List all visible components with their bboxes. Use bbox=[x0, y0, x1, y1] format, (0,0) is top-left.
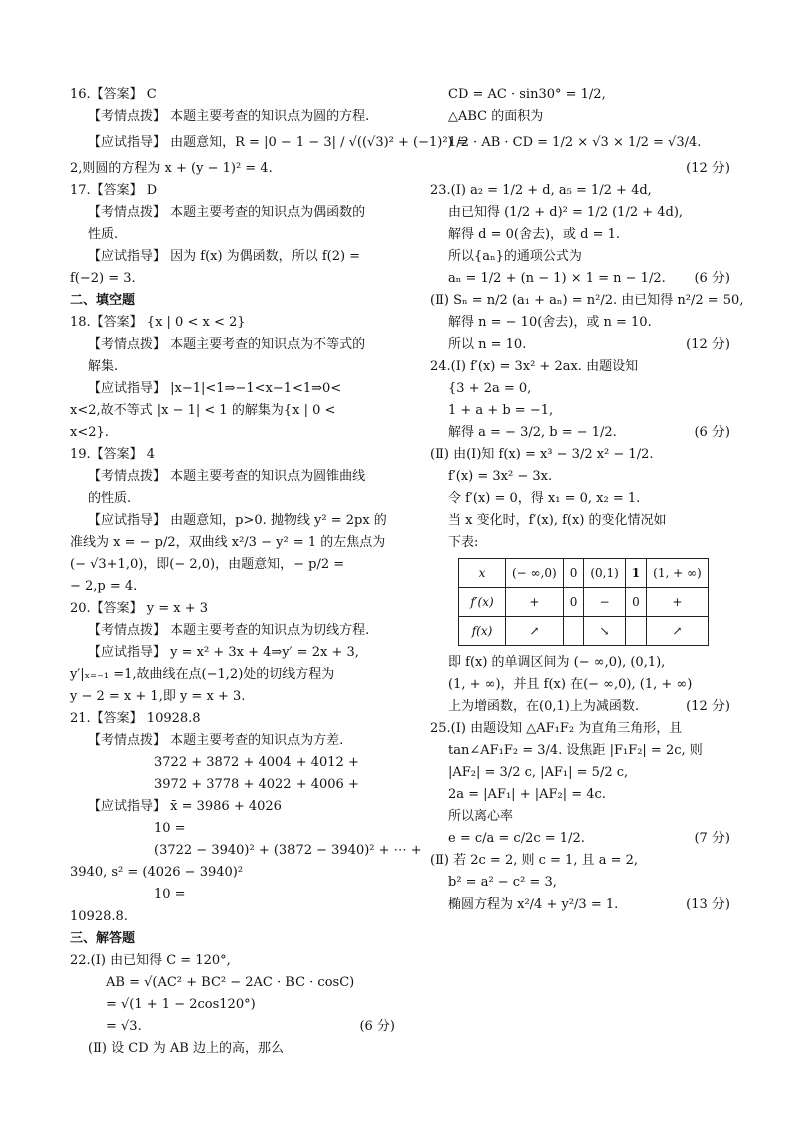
variation-table bbox=[458, 558, 709, 646]
table-cell: (0,1) bbox=[584, 559, 625, 588]
math-text: 椭圆方程为 x²/4 + y²/3 = 1. bbox=[448, 897, 619, 912]
line: |AF₂| = 3/2 c, |AF₁| = 5/2 c, bbox=[448, 765, 629, 780]
table-cell bbox=[625, 617, 646, 646]
line: 解得 n = − 10(舍去)，或 n = 10. bbox=[448, 315, 652, 330]
math-text: e = c/a = c/2c = 1/2. bbox=[448, 831, 585, 846]
line: 解得 d = 0(舍去)，或 d = 1. bbox=[448, 227, 621, 242]
score: (6 分) bbox=[694, 271, 730, 286]
line: AB = √(AC² + BC² − 2AC · BC · cosC) bbox=[106, 975, 355, 990]
section-heading: 二、填空题 bbox=[70, 293, 136, 308]
score: (6 分) bbox=[694, 425, 730, 440]
line: (Ⅱ) 设 CD 为 AB 边上的高，那么 bbox=[88, 1041, 284, 1056]
score: (12 分) bbox=[686, 699, 730, 714]
line: (Ⅱ) Sₙ = n/2 (a₁ + aₙ) = n²/2. 由已知得 n²/2 = 50, bbox=[430, 293, 744, 308]
line bbox=[430, 422, 730, 444]
line: 【考情点拨】 本题主要考查的知识点为方差. bbox=[88, 733, 344, 748]
line: 1 + a + b = −1, bbox=[448, 403, 554, 418]
line: 解集. bbox=[88, 359, 119, 374]
line: 【应试指导】 由题意知，p>0. 抛物线 y² = 2px 的 bbox=[88, 513, 387, 528]
line: 1/2 · AB · CD = 1/2 × √3 × 1/2 = √3/4. bbox=[448, 135, 702, 150]
line: 10 = bbox=[154, 887, 186, 902]
line: 由已知得 (1/2 + d)² = 1/2 (1/2 + 4d), bbox=[448, 205, 684, 220]
line: 所以离心率 bbox=[448, 809, 514, 824]
math-text: 所以 n = 10. bbox=[448, 337, 527, 352]
math-text: aₙ = 1/2 + (n − 1) × 1 = n − 1/2. bbox=[448, 271, 666, 286]
table-cell bbox=[563, 617, 584, 646]
line: f′(x) = 3x² − 3x. bbox=[448, 469, 553, 484]
line: = √(1 + 1 − 2cos120°) bbox=[106, 997, 256, 1012]
table-cell: − bbox=[584, 588, 625, 617]
line: tan∠AF₁F₂ = 3/4. 设焦距 |F₁F₂| = 2c, 则 bbox=[448, 743, 703, 758]
line: 【应试指导】 x̄ = 3986 + 4026 bbox=[88, 799, 282, 814]
section-heading: 三、解答题 bbox=[70, 931, 136, 946]
table-row bbox=[459, 588, 709, 617]
table-cell: f′(x) bbox=[459, 588, 506, 617]
score: (12 分) bbox=[686, 161, 730, 176]
line: 【考情点拨】 本题主要考查的知识点为不等式的 bbox=[88, 337, 366, 352]
line: 的性质. bbox=[88, 491, 132, 506]
line: 【考情点拨】 本题主要考查的知识点为圆的方程. bbox=[88, 109, 370, 124]
down-arrow-icon: ↘ bbox=[584, 617, 625, 646]
math-text: 解得 a = − 3/2, b = − 1/2. bbox=[448, 425, 617, 440]
line: 【考情点拨】 本题主要考查的知识点为切线方程. bbox=[88, 623, 370, 638]
line: 10928.8. bbox=[70, 909, 128, 924]
line: 令 f′(x) = 0，得 x₁ = 0, x₂ = 1. bbox=[448, 491, 641, 506]
line: 24.(Ⅰ) f′(x) = 3x² + 2ax. 由题设知 bbox=[430, 359, 639, 374]
line: 3940, s² = (4026 − 3940)² bbox=[70, 865, 244, 880]
table-cell: (1, + ∞) bbox=[647, 559, 709, 588]
line: 23.(Ⅰ) a₂ = 1/2 + d, a₅ = 1/2 + 4d, bbox=[430, 183, 652, 198]
line bbox=[430, 894, 730, 916]
table-cell: 0 bbox=[563, 588, 584, 617]
line: 【应试指导】 因为 f(x) 为偶函数，所以 f(2) = bbox=[88, 249, 361, 264]
table-row bbox=[459, 617, 709, 646]
line: (Ⅱ) 若 2c = 2, 则 c = 1, 且 a = 2, bbox=[430, 853, 639, 868]
line: x<2}. bbox=[70, 425, 109, 440]
line: 性质. bbox=[88, 227, 119, 242]
line: (− √3+1,0)，即(− 2,0)，由题意知，− p/2 = bbox=[70, 557, 345, 572]
score: (7 分) bbox=[694, 831, 730, 846]
line: 17.【答案】 D bbox=[70, 183, 158, 198]
score: (13 分) bbox=[686, 897, 730, 912]
table-cell: (− ∞,0) bbox=[506, 559, 564, 588]
line: 【应试指导】 |x−1|<1⇒−1<x−1<1⇒0< bbox=[88, 381, 342, 396]
line: 10 = bbox=[154, 821, 186, 836]
line: (1, + ∞)，并且 f(x) 在(− ∞,0), (1, + ∞) bbox=[448, 677, 693, 692]
line: 3722 + 3872 + 4004 + 4012 + bbox=[154, 755, 359, 770]
line: 当 x 变化时，f′(x), f(x) 的变化情况如 bbox=[448, 513, 667, 528]
line: f(−2) = 3. bbox=[70, 271, 136, 286]
line bbox=[430, 268, 730, 290]
line: 19.【答案】 4 bbox=[70, 447, 156, 462]
line: (Ⅱ) 由(Ⅰ)知 f(x) = x³ − 3/2 x² − 1/2. bbox=[430, 447, 654, 462]
line: 【应试指导】 y = x² + 3x + 4⇒y′ = 2x + 3, bbox=[88, 645, 359, 660]
line: 3972 + 3778 + 4022 + 4006 + bbox=[154, 777, 359, 792]
score: (6 分) bbox=[359, 1019, 395, 1034]
table-cell: x bbox=[459, 559, 506, 588]
line: 18.【答案】 {x | 0 < x < 2} bbox=[70, 315, 246, 330]
line bbox=[70, 1016, 395, 1038]
table-cell: + bbox=[506, 588, 564, 617]
line: 20.【答案】 y = x + 3 bbox=[70, 601, 209, 616]
line bbox=[430, 334, 730, 356]
table-cell: + bbox=[647, 588, 709, 617]
line: 22.(Ⅰ) 由已知得 C = 120°, bbox=[70, 953, 231, 968]
up-arrow-icon: ↗ bbox=[647, 617, 709, 646]
line: CD = AC · sin30° = 1/2, bbox=[448, 87, 606, 102]
line bbox=[430, 696, 730, 718]
line: 2a = |AF₁| + |AF₂| = 4c. bbox=[448, 787, 606, 802]
table-row bbox=[459, 559, 709, 588]
line: y′|ₓ₌₋₁ =1,故曲线在点(−1,2)处的切线方程为 bbox=[70, 667, 335, 682]
line: {3 + 2a = 0, bbox=[448, 381, 532, 396]
line: y − 2 = x + 1,即 y = x + 3. bbox=[70, 689, 246, 704]
score: (12 分) bbox=[686, 337, 730, 352]
line: 【应试指导】 由题意知，R = |0 − 1 − 3| / √((√3)² + (−1)²) = bbox=[88, 135, 468, 150]
math-text: = √3. bbox=[106, 1019, 142, 1034]
table-cell: 0 bbox=[563, 559, 584, 588]
line: 【考情点拨】 本题主要考查的知识点为圆锥曲线 bbox=[88, 469, 366, 484]
table-cell: 0 bbox=[625, 588, 646, 617]
line: (3722 − 3940)² + (3872 − 3940)² + ⋯ + bbox=[154, 843, 422, 858]
line: △ABC 的面积为 bbox=[448, 109, 544, 124]
line: 即 f(x) 的单调区间为 (− ∞,0), (0,1), bbox=[448, 655, 666, 670]
math-text: 上为增函数，在(0,1)上为减函数. bbox=[448, 699, 639, 714]
right-column bbox=[430, 84, 744, 916]
line: 21.【答案】 10928.8 bbox=[70, 711, 201, 726]
line: x<2,故不等式 |x − 1| < 1 的解集为{x | 0 < bbox=[70, 403, 336, 418]
table-cell: f(x) bbox=[459, 617, 506, 646]
line: 2,则圆的方程为 x + (y − 1)² = 4. bbox=[70, 161, 273, 176]
line: 【考情点拨】 本题主要考查的知识点为偶函数的 bbox=[88, 205, 366, 220]
line: 25.(Ⅰ) 由题设知 △AF₁F₂ 为直角三角形，且 bbox=[430, 721, 683, 736]
up-arrow-icon: ↗ bbox=[506, 617, 564, 646]
line: 下表: bbox=[448, 535, 479, 550]
line: − 2,p = 4. bbox=[70, 579, 138, 594]
line: 准线为 x = − p/2，双曲线 x²/3 − y² = 1 的左焦点为 bbox=[70, 535, 386, 550]
table-cell: 1 bbox=[625, 559, 646, 588]
line: b² = a² − c² = 3, bbox=[448, 875, 557, 890]
line bbox=[430, 828, 730, 850]
line bbox=[430, 158, 730, 180]
line: 所以{aₙ}的通项公式为 bbox=[448, 249, 582, 264]
line: 16.【答案】 C bbox=[70, 87, 157, 102]
